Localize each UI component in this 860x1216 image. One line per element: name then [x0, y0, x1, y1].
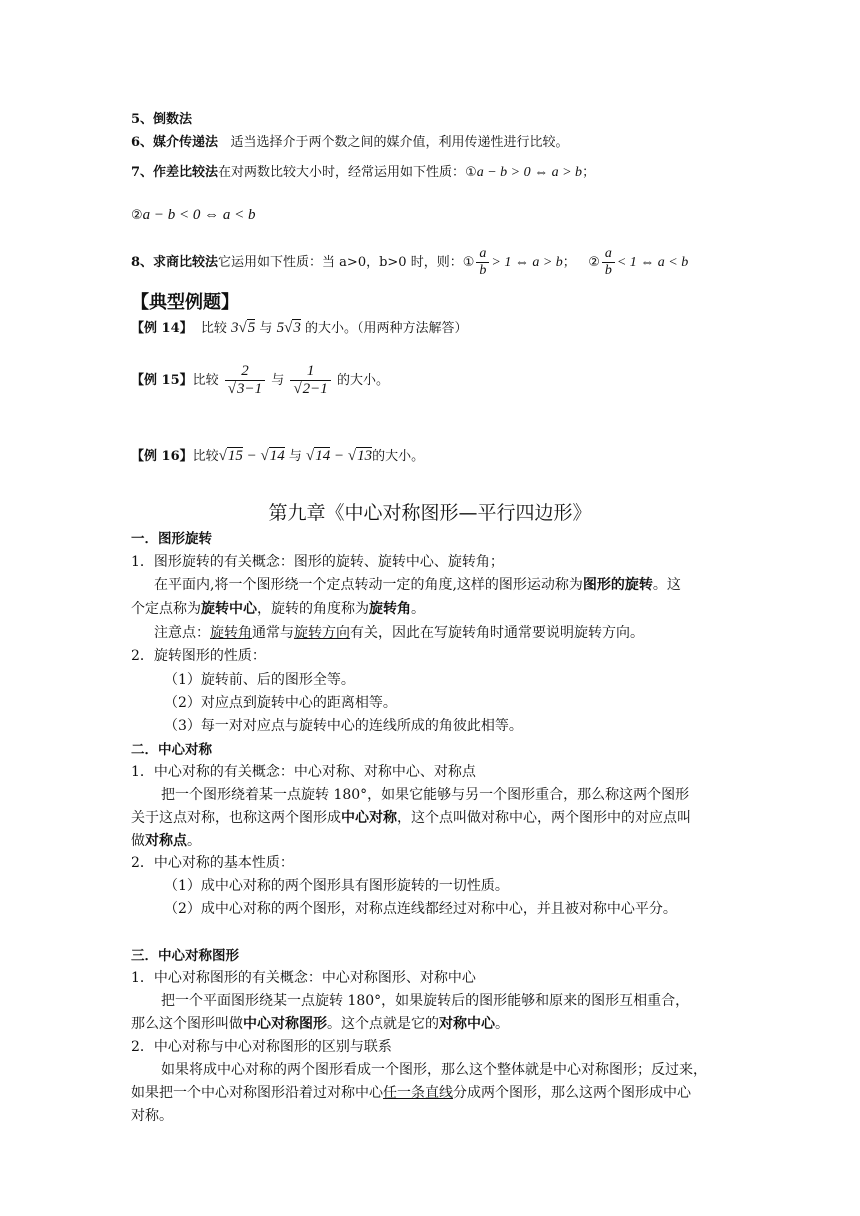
text: 分成两个图形，那么这两个图形成中心 [453, 1085, 691, 1101]
radicand: 5 [247, 320, 256, 336]
example-14-pre: 比较 [200, 321, 227, 336]
example-16-label: 【例 16】 [131, 449, 193, 464]
underlined-rotation-direction: 旋转方向 [294, 625, 350, 641]
section-3-paragraph-line-3: 如果将成中心对称的两个图形看成一个图形，那么这个整体就是中心对称图形；反过来， [161, 1062, 707, 1078]
section-2-item-1: 1．中心对称的有关概念：中心对称、对称中心、对称点 [131, 764, 476, 780]
coefficient: 5 [276, 320, 285, 336]
method-8-fraction-2 [602, 246, 615, 279]
example-14-mid: 与 [259, 321, 273, 336]
minus: − [334, 448, 345, 464]
example-15-fraction-1 [225, 363, 265, 398]
fraction-denominator: b [602, 262, 615, 279]
text: 。 [411, 601, 425, 617]
text: 个定点称为 [131, 601, 201, 617]
text: ，旋转的角度称为 [257, 601, 369, 617]
method-8-title: 8、求商比较法 [131, 255, 219, 270]
text: 如果把一个中心对称图形沿着过对称中心 [131, 1085, 383, 1101]
method-7-second [131, 204, 256, 224]
example-14-term-b [277, 320, 301, 336]
section-3-paragraph-line-5: 对称。 [131, 1108, 173, 1124]
text: 。这 [652, 577, 681, 593]
example-14 [131, 317, 467, 337]
radicand: 15 [227, 448, 243, 464]
section-2-heading: 二．中心对称 [131, 742, 212, 758]
example-16-expr-2: √14 − √13 [306, 448, 373, 464]
section-2-paragraph-line-1: 把一个图形绕着某一点旋转 180°，如果它能够与另一个图形重合，那么称这两个图形 [161, 787, 690, 803]
text: ，这个点叫做对称中心，两个图形中的对应点叫 [397, 810, 691, 826]
section-3-item-1: 1．中心对称图形的有关概念：中心对称图形、对称中心 [131, 970, 476, 986]
method-8-semicolon: ； [562, 255, 576, 270]
method-8-mark-2: ② [588, 255, 600, 270]
example-14-term-a [231, 320, 255, 336]
section-2-item-2-sub-2: （2）成中心对称的两个图形，对称点连线都经过对称中心，并且被对称中心平分。 [164, 901, 677, 917]
example-14-post: 的大小。（用两种方法解答） [304, 321, 468, 336]
section-1-item-2-sub-1: （1）旋转前、后的图形全等。 [164, 672, 355, 688]
example-16-post: 的大小。 [372, 449, 425, 464]
fraction-numerator: 2 [241, 363, 249, 379]
method-7-text: 在对两数比较大小时，经常运用如下性质： [218, 165, 466, 180]
method-7 [131, 161, 595, 181]
radicand: 14 [269, 448, 285, 464]
method-7-property-1: a − b > 0 ⇔ a > b [476, 165, 583, 180]
radicand: 14 [315, 448, 331, 464]
method-7-property-2: a − b < 0 ⇔ a < b [142, 207, 256, 223]
fraction-denominator: b [476, 262, 489, 279]
example-14-label: 【例 14】 [131, 321, 193, 336]
term-figure-rotation: 图形的旋转 [582, 577, 653, 593]
section-3-heading: 三．中心对称图形 [131, 948, 239, 964]
method-8-property-2: < 1 ⇔ a < b [616, 255, 689, 270]
text: 有关，因此在写旋转角时通常要说明旋转方向。 [350, 625, 644, 641]
term-symmetry-center: 对称中心 [439, 1016, 495, 1032]
section-2-paragraph-line-2 [131, 807, 691, 827]
example-15-fraction-2 [290, 363, 330, 398]
text: 那么这个图形叫做 [131, 1016, 243, 1032]
example-15-mid: 与 [271, 373, 285, 388]
section-3-paragraph-line-1: 把一个平面图形绕某一点旋转 180°，如果旋转后的图形能够和原来的图形互相重合， [161, 993, 690, 1009]
term-rotation-center: 旋转中心 [201, 601, 257, 617]
example-16-mid: 与 [288, 449, 302, 464]
section-1-item-2-sub-2: （2）对应点到旋转中心的距离相等。 [164, 695, 397, 711]
example-16-expr-1: √15 − √14 [218, 448, 285, 464]
example-15-post: 的大小。 [336, 373, 389, 388]
minus-one: −1 [244, 381, 263, 397]
section-1-item-2-sub-3: （3）每一对对应点与旋转中心的连线所成的角彼此相等。 [164, 718, 523, 734]
term-rotation-angle: 旋转角 [369, 601, 411, 617]
section-2-paragraph-line-3 [131, 830, 201, 850]
method-8 [131, 246, 688, 279]
section-3-paragraph-line-4 [131, 1082, 691, 1102]
fraction-numerator: a [604, 246, 612, 261]
method-8-fraction-1 [476, 246, 489, 279]
section-1-paragraph-line-1 [154, 574, 681, 594]
method-7-mark-1: ① [465, 165, 477, 180]
example-15-pre: 比较 [192, 373, 219, 388]
underlined-rotation-angle: 旋转角 [210, 625, 252, 641]
section-1-paragraph-line-2 [131, 598, 425, 618]
examples-heading: 【典型例题】 [131, 292, 239, 313]
radicand: 3 [237, 381, 245, 397]
fraction-denominator: √2−1 [290, 380, 330, 398]
minus: − [246, 448, 257, 464]
text: 在平面内,将一个图形绕一个定点转动一定的角度,这样的图形运动称为 [154, 577, 583, 593]
method-6 [131, 131, 568, 150]
method-5-title: 5、倒数法 [131, 112, 193, 127]
chapter-title: 第九章《中心对称图形—平行四边形》 [268, 502, 592, 524]
text: 。 [495, 1016, 509, 1032]
term-central-symmetry: 中心对称 [341, 810, 397, 826]
section-3-item-2: 2．中心对称与中心对称图形的区别与联系 [131, 1039, 392, 1055]
method-6-text: 适当选择介于两个数之间的媒介值，利用传递性进行比较。 [230, 135, 569, 150]
term-centrally-symmetric-figure: 中心对称图形 [243, 1016, 327, 1032]
minus-one: −1 [310, 381, 328, 397]
section-2-item-2: 2．中心对称的基本性质： [131, 855, 294, 871]
example-15 [131, 363, 389, 398]
example-16 [131, 445, 424, 465]
example-15-label: 【例 15】 [131, 373, 193, 388]
text: 做 [131, 833, 145, 849]
radical: √3 [284, 320, 301, 336]
fraction-numerator: 1 [306, 363, 315, 379]
section-1-heading: 一．图形旋转 [131, 531, 212, 547]
radicand: 3 [293, 320, 301, 336]
method-6-title: 6、媒介传递法 [131, 135, 219, 150]
fraction-numerator: a [479, 246, 487, 261]
text: 关于这点对称，也称这两个图形成 [131, 810, 341, 826]
method-7-mark-2: ② [131, 208, 143, 223]
section-1-item-2: 2．旋转图形的性质： [131, 648, 266, 664]
fraction-denominator: √3−1 [225, 380, 265, 398]
text: 。 [187, 833, 201, 849]
radicand: 2 [302, 381, 311, 397]
example-16-pre: 比较 [192, 449, 219, 464]
section-1-note [154, 622, 644, 642]
coefficient: 3 [231, 320, 239, 336]
underlined-any-line: 任一条直线 [383, 1085, 453, 1101]
text: 通常与 [252, 625, 294, 641]
radicand: 13 [357, 448, 373, 464]
method-7-semicolon: ； [582, 165, 596, 180]
text: 注意点： [154, 625, 210, 641]
section-2-item-2-sub-1: （1）成中心对称的两个图形具有图形旋转的一切性质。 [164, 878, 509, 894]
method-8-mark-1: ① [462, 255, 475, 270]
radical: √5 [238, 320, 256, 336]
section-3-paragraph-line-2 [131, 1013, 509, 1033]
text: 。这个点就是它的 [327, 1016, 439, 1032]
method-8-property-1: > 1 ⇔ a > b [491, 255, 563, 270]
section-1-item-1: 1．图形旋转的有关概念：图形的旋转、旋转中心、旋转角； [131, 554, 504, 570]
method-7-title: 7、作差比较法 [131, 165, 219, 180]
term-symmetric-point: 对称点 [145, 833, 187, 849]
method-8-text: 它运用如下性质：当 a>0，b>0 时，则： [218, 255, 463, 270]
